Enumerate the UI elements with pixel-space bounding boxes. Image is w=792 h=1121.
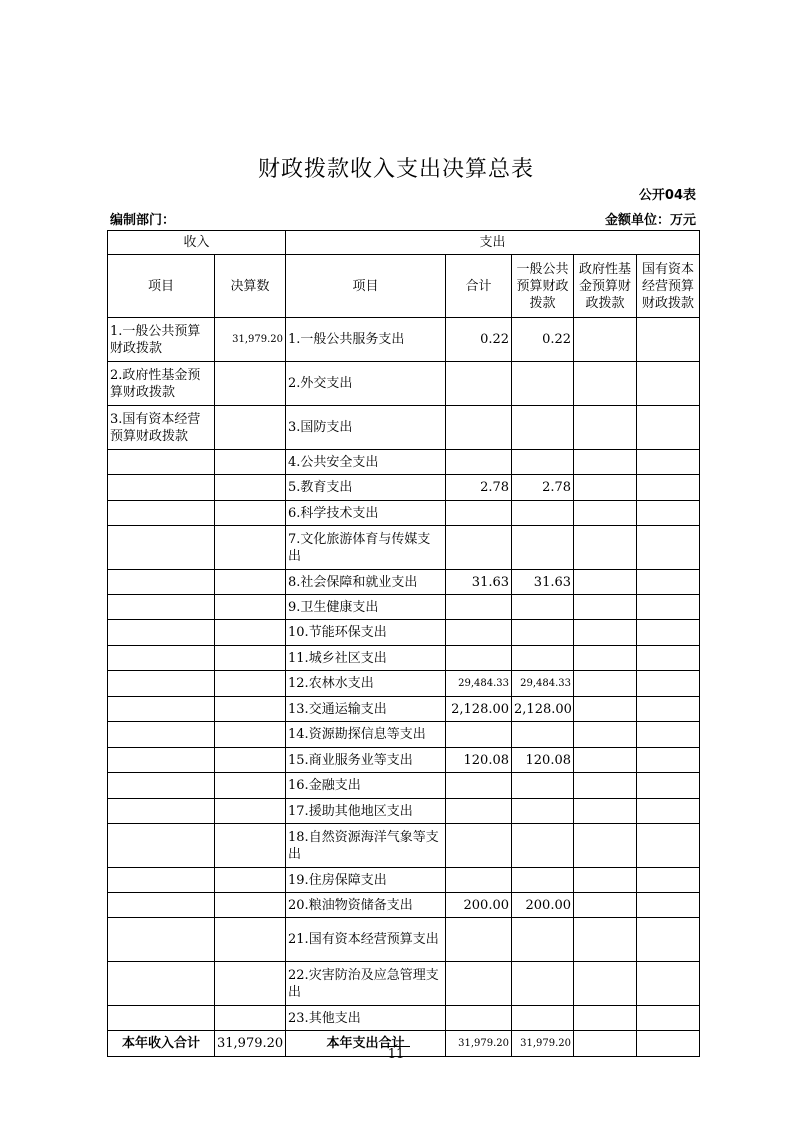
- table-row: [108, 918, 700, 962]
- table-row: [108, 450, 700, 475]
- expense-total-cell: [446, 406, 512, 450]
- income-amount-cell: [215, 671, 286, 697]
- income-item-cell: [108, 773, 215, 799]
- form-code: 公开04表: [638, 188, 696, 203]
- fund-budget-header: 政府性基金预算财政拨款: [574, 255, 637, 318]
- expense-general-cell: [512, 824, 574, 868]
- expense-item-cell: 18.自然资源海洋气象等支出: [286, 824, 446, 868]
- expense-item-cell: 6.科学技术支出: [286, 501, 446, 526]
- expense-item-cell: 15.商业服务业等支出: [286, 748, 446, 773]
- table-row: [108, 620, 700, 646]
- expense-fund-cell: [574, 620, 637, 646]
- income-item-cell: [108, 1006, 215, 1031]
- expense-total-cell: [446, 722, 512, 748]
- page-number-text: 11: [382, 1046, 411, 1062]
- income-amount-cell: [215, 1006, 286, 1031]
- income-amount-cell: [215, 362, 286, 406]
- expense-state-cell: [637, 671, 700, 697]
- income-item-cell: [108, 799, 215, 824]
- table-row: [108, 1006, 700, 1031]
- expense-general-cell: 0.22: [512, 318, 574, 362]
- income-item-cell: [108, 893, 215, 918]
- expense-total-amount: 31,979.20: [446, 1031, 512, 1057]
- income-amount-cell: [215, 824, 286, 868]
- expense-state-cell: [637, 893, 700, 918]
- expense-general-cell: [512, 1006, 574, 1031]
- expense-fund-cell: [574, 362, 637, 406]
- expense-fund-cell: [574, 918, 637, 962]
- income-item-cell: [108, 475, 215, 501]
- income-total-amount: 31,979.20: [215, 1031, 286, 1057]
- expense-item-cell: 8.社会保障和就业支出: [286, 570, 446, 595]
- expense-fund-cell: [574, 671, 637, 697]
- table-row: [108, 962, 700, 1006]
- expense-total-general: 31,979.20: [512, 1031, 574, 1057]
- expense-state-cell: [637, 406, 700, 450]
- income-amount-cell: [215, 501, 286, 526]
- expense-general-cell: [512, 362, 574, 406]
- income-item-cell: [108, 620, 215, 646]
- expense-fund-cell: [574, 406, 637, 450]
- expense-fund-cell: [574, 824, 637, 868]
- expense-total-cell: [446, 362, 512, 406]
- expense-fund-cell: [574, 501, 637, 526]
- table-row: [108, 722, 700, 748]
- table-row: [108, 318, 700, 362]
- expense-total-cell: [446, 799, 512, 824]
- table-row: [108, 748, 700, 773]
- expense-item-cell: 23.其他支出: [286, 1006, 446, 1031]
- income-item-header: 项目: [108, 255, 215, 318]
- expense-general-cell: 120.08: [512, 748, 574, 773]
- expense-general-cell: [512, 868, 574, 893]
- expense-total-cell: 2,128.00: [446, 697, 512, 722]
- income-amount-cell: [215, 475, 286, 501]
- expense-general-cell: 2,128.00: [512, 697, 574, 722]
- expense-general-cell: [512, 595, 574, 620]
- budget-table: [107, 230, 700, 1057]
- expense-general-cell: 29,484.33: [512, 671, 574, 697]
- table-row: [108, 362, 700, 406]
- expense-general-cell: 200.00: [512, 893, 574, 918]
- expense-item-cell: 7.文化旅游体育与传媒支出: [286, 526, 446, 570]
- expense-item-cell: 19.住房保障支出: [286, 868, 446, 893]
- expense-fund-cell: [574, 962, 637, 1006]
- expense-state-cell: [637, 450, 700, 475]
- table-row: [108, 501, 700, 526]
- income-amount-cell: [215, 893, 286, 918]
- expense-group-header: 支出: [286, 231, 700, 255]
- state-capital-header: 国有资本经营预算财政拨款: [637, 255, 700, 318]
- expense-fund-cell: [574, 893, 637, 918]
- expense-total-cell: [446, 962, 512, 1006]
- income-amount-cell: [215, 918, 286, 962]
- expense-item-cell: 3.国防支出: [286, 406, 446, 450]
- income-amount-cell: [215, 620, 286, 646]
- expense-general-cell: [512, 406, 574, 450]
- table-row: [108, 475, 700, 501]
- table-row: [108, 570, 700, 595]
- expense-total-cell: 200.00: [446, 893, 512, 918]
- expense-total-cell: 120.08: [446, 748, 512, 773]
- expense-total-cell: [446, 450, 512, 475]
- table-row: [108, 526, 700, 570]
- expense-state-cell: [637, 748, 700, 773]
- income-amount-cell: [215, 595, 286, 620]
- expense-fund-cell: [574, 868, 637, 893]
- expense-total-cell: [446, 595, 512, 620]
- expense-total-cell: [446, 620, 512, 646]
- expense-general-cell: 2.78: [512, 475, 574, 501]
- expense-item-cell: 4.公共安全支出: [286, 450, 446, 475]
- expense-state-cell: [637, 595, 700, 620]
- department-label: 编制部门：: [110, 213, 176, 228]
- expense-state-cell: [637, 620, 700, 646]
- income-amount-cell: [215, 748, 286, 773]
- expense-general-cell: [512, 501, 574, 526]
- expense-fund-cell: [574, 526, 637, 570]
- expense-item-cell: 11.城乡社区支出: [286, 646, 446, 671]
- expense-total-label: 本年支出合计: [286, 1031, 446, 1057]
- table-row: [108, 697, 700, 722]
- income-group-header: 收入: [108, 231, 286, 255]
- expense-total-cell: 2.78: [446, 475, 512, 501]
- expense-state-cell: [637, 526, 700, 570]
- income-item-cell: 1.一般公共预算财政拨款: [108, 318, 215, 362]
- expense-state-cell: [637, 962, 700, 1006]
- expense-item-cell: 1.一般公共服务支出: [286, 318, 446, 362]
- expense-item-cell: 20.粮油物资储备支出: [286, 893, 446, 918]
- income-amount-header: 决算数: [215, 255, 286, 318]
- expense-item-cell: 9.卫生健康支出: [286, 595, 446, 620]
- expense-general-cell: [512, 526, 574, 570]
- income-amount-cell: [215, 868, 286, 893]
- expense-item-cell: 13.交通运输支出: [286, 697, 446, 722]
- income-amount-cell: [215, 697, 286, 722]
- income-amount-cell: [215, 962, 286, 1006]
- income-item-cell: [108, 450, 215, 475]
- general-budget-header: 一般公共预算财政拨款: [512, 255, 574, 318]
- expense-fund-cell: [574, 570, 637, 595]
- table-row: [108, 646, 700, 671]
- expense-total-cell: 0.22: [446, 318, 512, 362]
- expense-fund-cell: [574, 475, 637, 501]
- expense-general-cell: 31.63: [512, 570, 574, 595]
- income-amount-cell: [215, 799, 286, 824]
- income-item-cell: [108, 962, 215, 1006]
- expense-item-cell: 14.资源勘探信息等支出: [286, 722, 446, 748]
- table-row: [108, 595, 700, 620]
- expense-item-cell: 16.金融支出: [286, 773, 446, 799]
- income-amount-cell: [215, 646, 286, 671]
- income-amount-cell: [215, 526, 286, 570]
- expense-state-cell: [637, 824, 700, 868]
- expense-fund-cell: [574, 722, 637, 748]
- table-row: [108, 799, 700, 824]
- expense-total-cell: [446, 501, 512, 526]
- expense-item-cell: 22.灾害防治及应急管理支出: [286, 962, 446, 1006]
- expense-item-cell: 5.教育支出: [286, 475, 446, 501]
- income-amount-cell: [215, 570, 286, 595]
- income-item-cell: [108, 697, 215, 722]
- expense-item-cell: 12.农林水支出: [286, 671, 446, 697]
- income-amount-cell: [215, 773, 286, 799]
- expense-item-header: 项目: [286, 255, 446, 318]
- expense-item-cell: 21.国有资本经营预算支出: [286, 918, 446, 962]
- expense-total-cell: [446, 1006, 512, 1031]
- income-item-cell: [108, 824, 215, 868]
- income-item-cell: [108, 570, 215, 595]
- expense-general-cell: [512, 620, 574, 646]
- expense-state-cell: [637, 362, 700, 406]
- expense-item-cell: 10.节能环保支出: [286, 620, 446, 646]
- expense-state-cell: [637, 799, 700, 824]
- expense-state-cell: [637, 1006, 700, 1031]
- expense-general-cell: [512, 722, 574, 748]
- income-item-cell: [108, 868, 215, 893]
- expense-fund-cell: [574, 697, 637, 722]
- income-item-cell: [108, 671, 215, 697]
- table-row: [108, 868, 700, 893]
- income-total-label: 本年收入合计: [108, 1031, 215, 1057]
- expense-general-cell: [512, 799, 574, 824]
- unit-label: 金额单位：万元: [604, 213, 696, 228]
- page-title: 财政拨款收入支出决算总表: [257, 157, 534, 182]
- expense-general-cell: [512, 962, 574, 1006]
- income-item-cell: [108, 501, 215, 526]
- table-row: [108, 773, 700, 799]
- income-item-cell: 3.国有资本经营预算财政拨款: [108, 406, 215, 450]
- expense-fund-cell: [574, 773, 637, 799]
- expense-total-cell: [446, 526, 512, 570]
- expense-total-cell: [446, 868, 512, 893]
- table-row: [108, 893, 700, 918]
- income-item-cell: 2.政府性基金预算财政拨款: [108, 362, 215, 406]
- income-item-cell: [108, 526, 215, 570]
- expense-general-cell: [512, 450, 574, 475]
- income-item-cell: [108, 646, 215, 671]
- page-number: [0, 1047, 792, 1062]
- expense-general-cell: [512, 918, 574, 962]
- expense-state-cell: [637, 475, 700, 501]
- expense-total-cell: 31.63: [446, 570, 512, 595]
- expense-total-cell: [446, 646, 512, 671]
- expense-state-cell: [637, 501, 700, 526]
- income-item-cell: [108, 722, 215, 748]
- expense-item-cell: 17.援助其他地区支出: [286, 799, 446, 824]
- expense-fund-cell: [574, 646, 637, 671]
- expense-state-cell: [637, 918, 700, 962]
- table-row: [108, 406, 700, 450]
- expense-state-cell: [637, 646, 700, 671]
- expense-fund-cell: [574, 318, 637, 362]
- table-row: [108, 671, 700, 697]
- expense-state-cell: [637, 773, 700, 799]
- expense-fund-cell: [574, 595, 637, 620]
- expense-general-cell: [512, 646, 574, 671]
- expense-total-cell: [446, 773, 512, 799]
- expense-state-cell: [637, 697, 700, 722]
- expense-total-cell: 29,484.33: [446, 671, 512, 697]
- expense-total-cell: [446, 824, 512, 868]
- expense-fund-cell: [574, 748, 637, 773]
- expense-fund-cell: [574, 799, 637, 824]
- expense-total-cell: [446, 918, 512, 962]
- income-item-cell: [108, 595, 215, 620]
- expense-state-cell: [637, 722, 700, 748]
- expense-fund-cell: [574, 450, 637, 475]
- expense-state-cell: [637, 570, 700, 595]
- income-amount-cell: [215, 722, 286, 748]
- expense-item-cell: 2.外交支出: [286, 362, 446, 406]
- total-header: 合计: [446, 255, 512, 318]
- income-amount-cell: [215, 406, 286, 450]
- income-item-cell: [108, 748, 215, 773]
- income-amount-cell: 31,979.20: [215, 318, 286, 362]
- expense-state-cell: [637, 318, 700, 362]
- income-item-cell: [108, 918, 215, 962]
- expense-fund-cell: [574, 1006, 637, 1031]
- table-row: [108, 824, 700, 868]
- expense-state-cell: [637, 868, 700, 893]
- income-amount-cell: [215, 450, 286, 475]
- expense-general-cell: [512, 773, 574, 799]
